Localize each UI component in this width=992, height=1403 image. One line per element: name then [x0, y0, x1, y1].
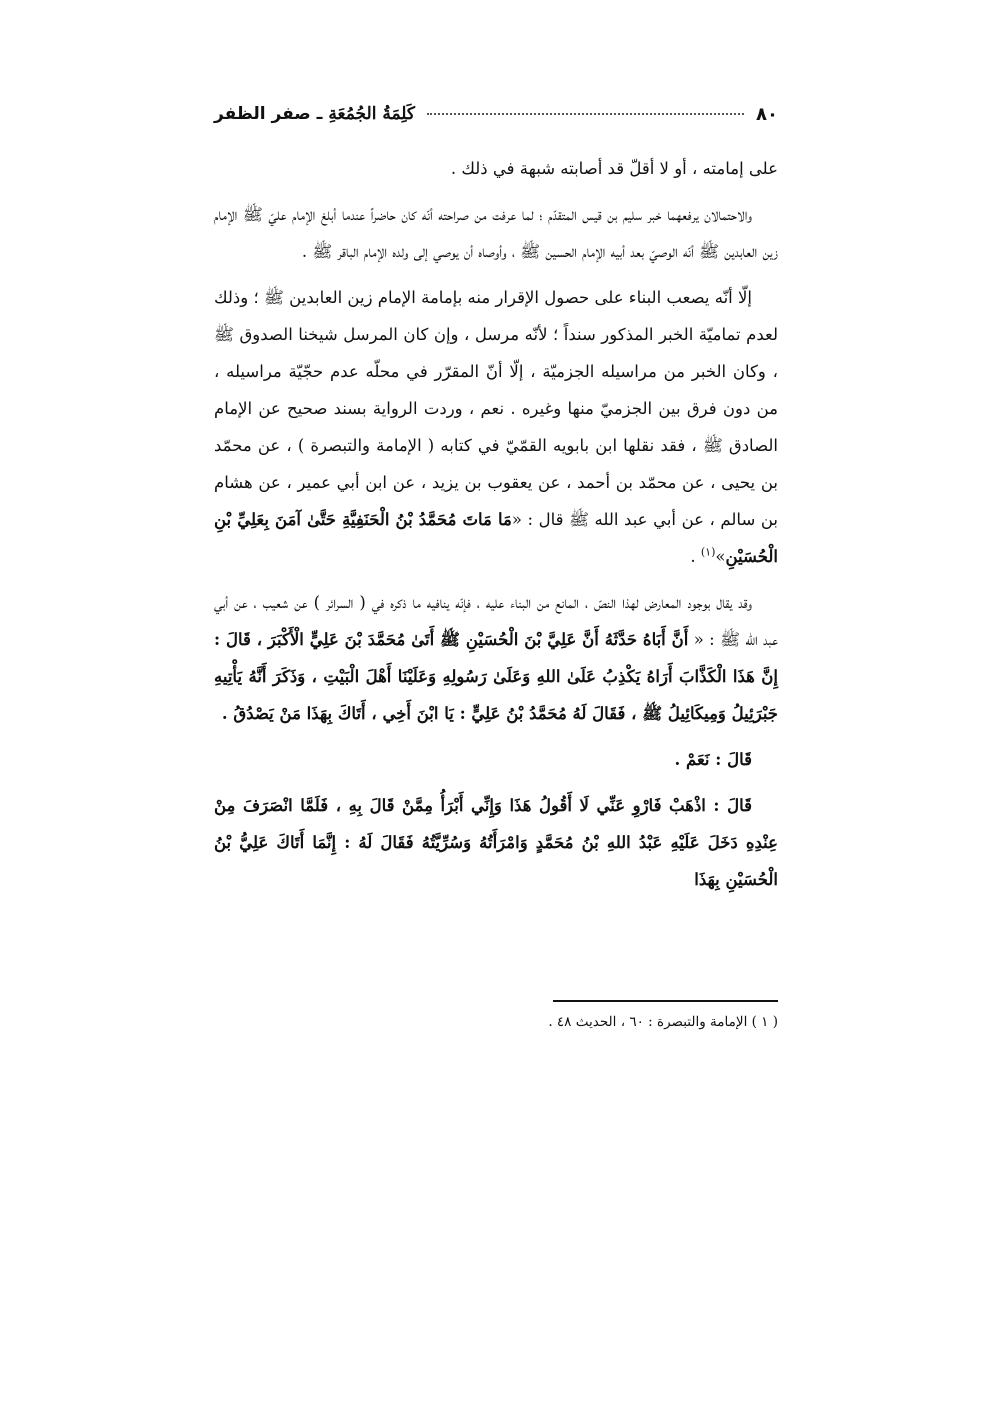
body-text	[214, 150, 778, 907]
footnote-ref-1[interactable]: (١)	[700, 545, 716, 559]
header-dotted-leader	[427, 113, 744, 115]
paragraph-4	[214, 584, 778, 732]
paragraph-3-text: إلّا أنّه يصعب البناء على حصول الإقرار منه بإمامة الإمام زين العابدين ﷺ ؛ وذلك لعدم تماميّة الخبر المذكور سنداً ؛ لأنّه مرسل ، وإن كان المرسل شيخنا الصدوق ﷺ ، وكان الخبر من مراسيله الجزميّة ، إلّا أنّ المقرّر في محلّه عدم حجّيّة مراسيله ، من دون فرق بين الجزميّ منها وغيره . نعم ، وردت الرواية بسند صحيح عن الإمام الصادق ﷺ ، فقد نقلها ابن بابويه القمّيّ في كتابه ( الإمامة والتبصرة ) ، عن محمّد بن يحيى ، عن محمّد بن أحمد ، عن يعقوب بن يزيد ، عن ابن أبي عمير ، عن هشام بن سالم ، عن أبي عبد الله ﷺ قال : «	[214, 288, 778, 529]
paragraph-1: على إمامته ، أو لا أقلّ قد أصابته شبهة في ذلك .	[450, 159, 778, 178]
series-name: كَلِمَةُ الجُمُعَةِ	[328, 104, 416, 124]
page-number: ٨٠	[756, 103, 778, 125]
paragraph-2: والاحتمالان يرفعهما خبر سليم بن قيس المتقدّم ؛ لما عرفت من صراحته أنّه كان حاضراً عندما أبلغ الإمام عليّ ﷺ الإمام زين العابدين ﷺ أنّه الوصيّ بعد أبيه الإمام الحسين ﷺ ، وأوصاه أن يوصي إلى ولده الإمام الباقر ﷺ .	[214, 205, 778, 261]
title-separator: ـ	[310, 104, 329, 124]
footnote-1: ( ١ ) الإمامة والتبصرة : ٦٠ ، الحديث ٤٨ .	[548, 1014, 778, 1030]
running-title	[214, 104, 415, 124]
footnote-divider	[553, 1000, 778, 1002]
paragraph-3	[214, 279, 778, 575]
paragraph-5: قَالَ : نَعَمْ .	[674, 750, 752, 769]
paragraph-4-text: وقد يقال بوجود المعارض لهذا النصّ ، المانع من البناء عليه ، فإنّه ينافيه ما ذكره في ( السرائر ) عن شعيب ، عن أبي عبد الله ﷺ : «	[214, 593, 778, 649]
book-title: صفر الظفر	[214, 104, 311, 124]
paragraph-3-end: .	[690, 547, 701, 566]
page-header	[214, 98, 778, 130]
paragraph-6: قَالَ : اذْهَبْ فَارْوِ عَنِّي لَا أَقُولُ هَذَا وَإِنِّي أَبْرَأُ مِمَّنْ قَالَ بِهِ ، فَلَمَّا انْصَرَفَ مِنْ عِنْدِهِ دَخَلَ عَلَيْهِ عَبْدُ اللهِ بْنُ مُحَمَّدٍ وَامْرَأَتُهُ وَسُرِّيَّتُهُ فَقَالَ لَهُ : إِنَّمَا أَتَاكَ عَلِيُّ بْنُ الْحُسَيْنِ بِهَذَا	[214, 796, 778, 889]
hadith-quote-2: أَنَّ أَبَاهُ حَدَّثَهُ أَنَّ عَلِيَّ بْنَ الْحُسَيْنِ ﷺ أَتَىٰ مُحَمَّدَ بْنَ عَلِيٍّ الْأَكْبَرَ ، قَالَ : إِنَّ هَذَا الْكَذَّابَ أَرَاهُ يَكْذِبُ عَلَىٰ اللهِ وَعَلَىٰ رَسُولِهِ وَعَلَيْنَا أَهْلَ الْبَيْتِ ، وَذَكَرَ أَنَّهُ يَأْتِيهِ جَبْرَئِيلُ وَمِيكَائِيلُ ﷺ ، فَقَالَ لَهُ مُحَمَّدُ بْنُ عَلِيٍّ : يَا ابْنَ أَخِي ، أَتَاكَ بِهَذَا مَنْ يَصْدُقُ .	[214, 630, 778, 723]
hadith-quote-1: مَا مَاتَ مُحَمَّدُ بْنُ الْحَنَفِيَّةِ حَتَّىٰ آمَنَ بِعَلِيِّ بْنِ الْحُسَيْنِ	[214, 510, 778, 566]
quote-close: »	[715, 547, 726, 566]
